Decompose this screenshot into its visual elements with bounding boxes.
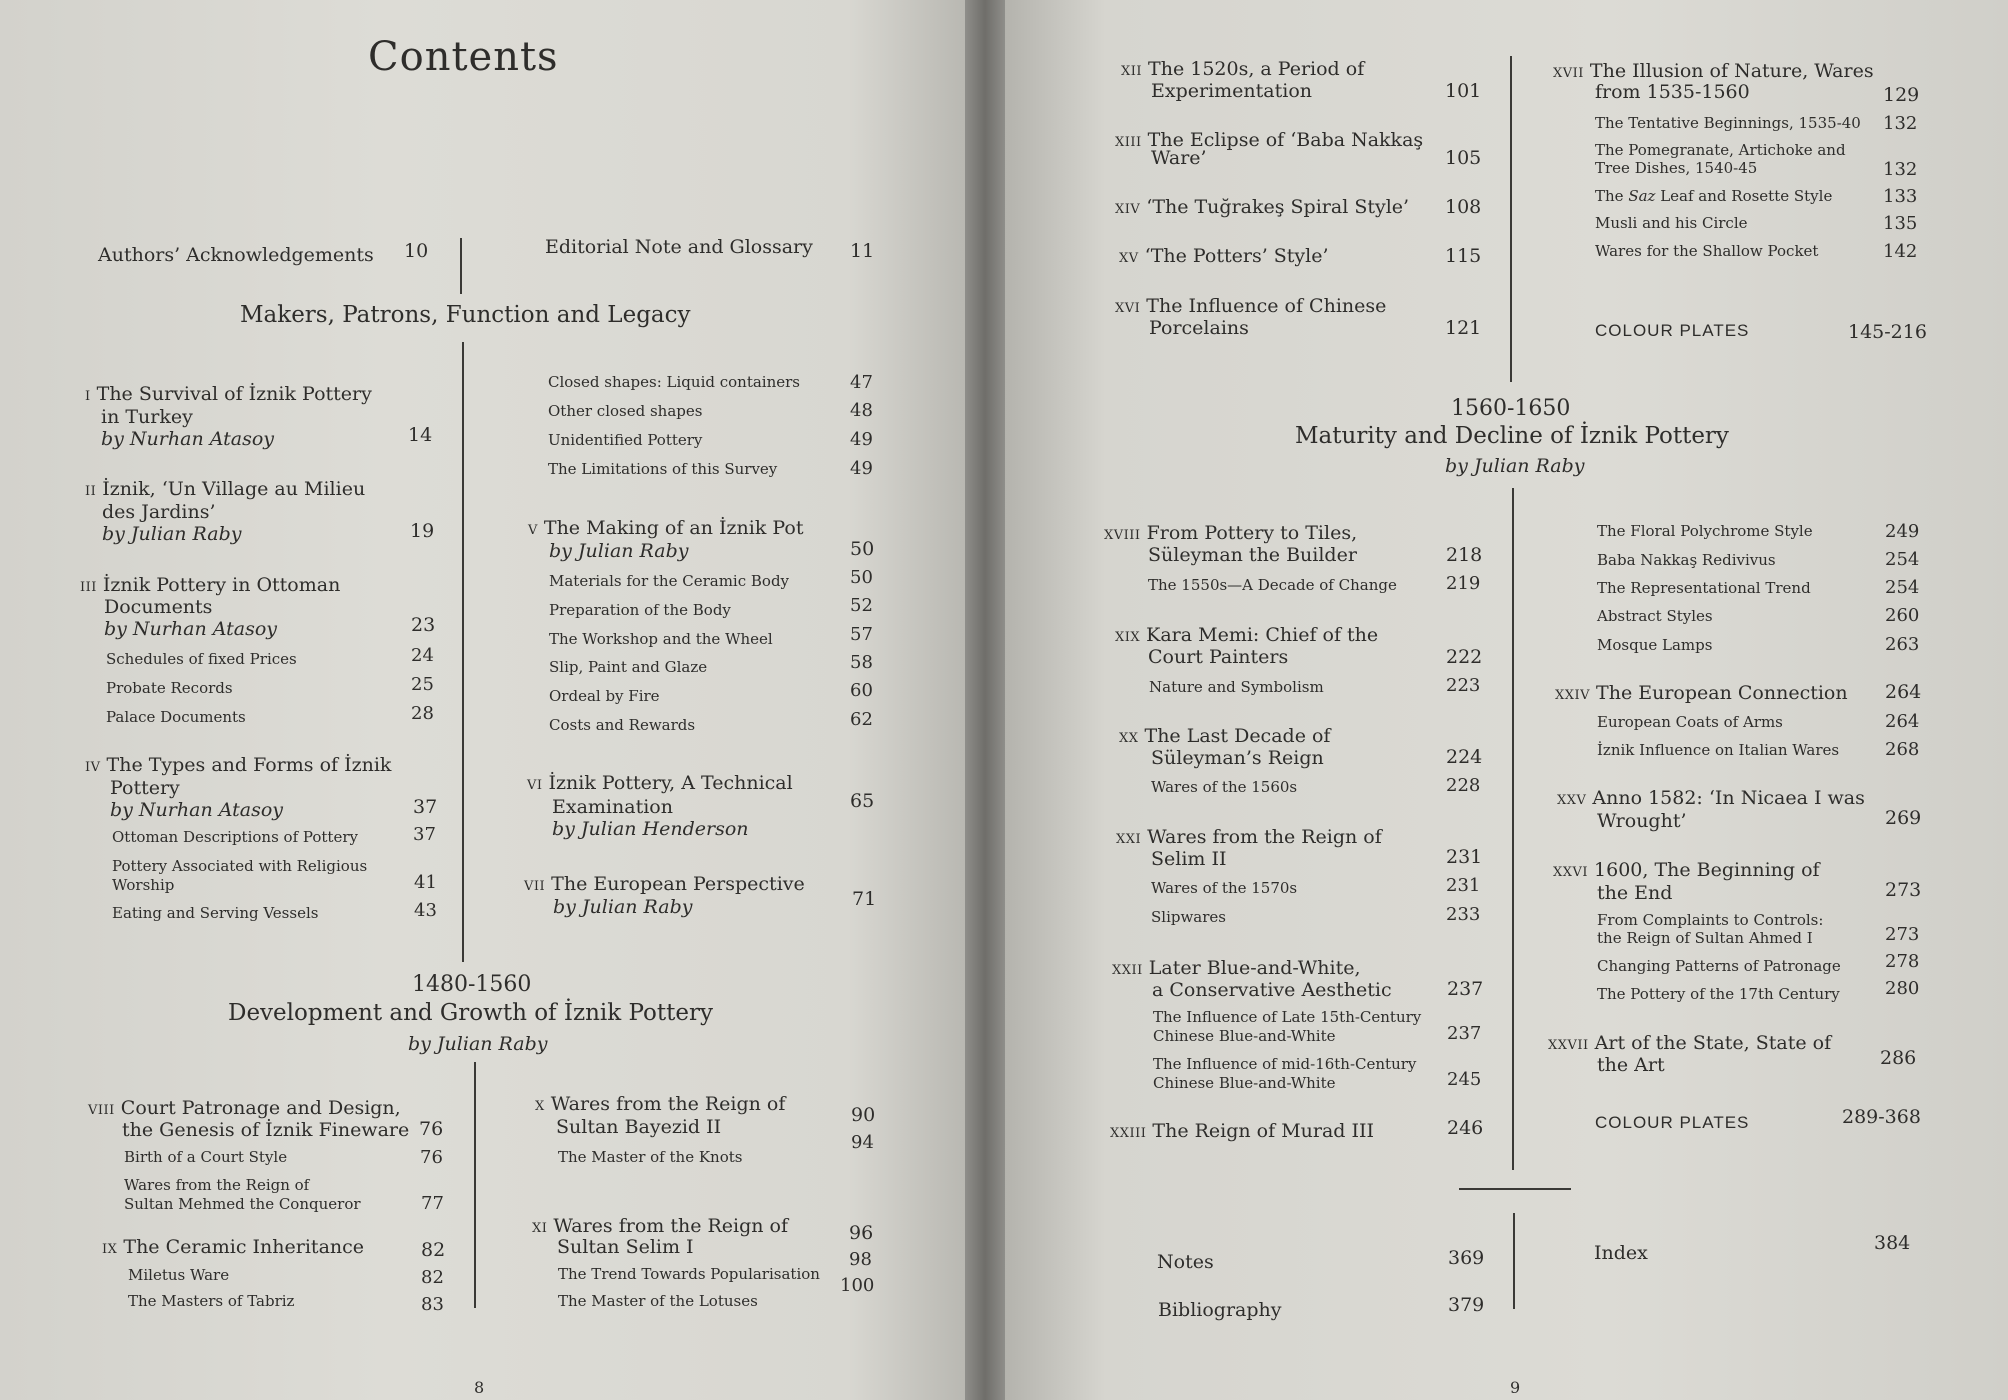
toc-subentry: Unidentified Pottery <box>548 431 703 449</box>
toc-chapter: XXVI 1600, The Beginning of <box>1553 859 1820 881</box>
page-number: 268 <box>1885 739 1920 760</box>
page-number: 90 <box>851 1104 876 1126</box>
page-folio: 8 <box>474 1378 485 1397</box>
page-number: 231 <box>1446 846 1483 868</box>
page-number: 115 <box>1445 245 1482 267</box>
page-number: 121 <box>1445 317 1482 339</box>
page-number: 224 <box>1446 746 1483 768</box>
page-number: 218 <box>1446 544 1483 566</box>
toc-subentry: European Coats of Arms <box>1597 713 1783 731</box>
page-number: 135 <box>1883 213 1918 234</box>
page-number: 142 <box>1883 241 1918 262</box>
page-number: 94 <box>851 1132 874 1153</box>
toc-subentry: Wares of the 1560s <box>1151 778 1298 796</box>
toc-subentry: The Pomegranate, Artichoke and <box>1595 141 1846 159</box>
toc-chapter-line2: Documents <box>104 596 213 618</box>
page-number: 28 <box>411 703 434 724</box>
toc-subentry: Wares of the 1570s <box>1151 879 1298 897</box>
toc-chapter-line2: Selim II <box>1151 848 1227 870</box>
page-number: 233 <box>1446 904 1481 925</box>
toc-chapter-line2: des Jardins’ <box>102 501 216 523</box>
page-number: 384 <box>1874 1232 1911 1254</box>
page-number: 83 <box>421 1294 444 1315</box>
right-page <box>1005 0 2008 1400</box>
toc-chapter: VI İznik Pottery, A Technical <box>527 772 793 794</box>
toc-subentry: Other closed shapes <box>548 402 703 420</box>
toc-chapter: XX The Last Decade of <box>1119 725 1331 747</box>
toc-chapter: IV The Types and Forms of İznik <box>85 754 392 776</box>
page-number: 269 <box>1885 807 1922 829</box>
toc-subentry: Ordeal by Fire <box>549 687 660 705</box>
toc-chapter: XXVII Art of the State, State of <box>1548 1032 1832 1054</box>
toc-chapter: V The Making of an İznik Pot <box>528 517 804 539</box>
page-number: 219 <box>1446 573 1481 594</box>
toc-author: by Julian Henderson <box>552 818 749 840</box>
toc-subentry: The Saz Leaf and Rosette Style <box>1595 187 1833 205</box>
toc-chapter-line2: a Conservative Aesthetic <box>1152 979 1392 1001</box>
page-number: 264 <box>1885 681 1922 703</box>
page-number: 10 <box>404 240 429 262</box>
toc-entry-notes: Notes <box>1157 1251 1214 1273</box>
toc-subentry: The Trend Towards Popularisation <box>558 1265 820 1283</box>
toc-subentry: Mosque Lamps <box>1597 636 1713 654</box>
toc-author: by Nurhan Atasoy <box>101 428 274 450</box>
page-number: 231 <box>1446 875 1481 896</box>
toc-chapter: XII The 1520s, a Period of <box>1121 58 1365 80</box>
page-number: 65 <box>850 790 875 812</box>
page-number: 379 <box>1448 1294 1485 1316</box>
toc-chapter-line2: Experimentation <box>1151 80 1312 102</box>
page-number: 19 <box>410 520 435 542</box>
page-number: 52 <box>850 595 873 616</box>
page-number: 98 <box>849 1249 872 1270</box>
page-number: 260 <box>1885 605 1920 626</box>
toc-subentry: Eating and Serving Vessels <box>112 904 319 922</box>
page-number: 77 <box>421 1193 444 1214</box>
toc-chapter-line2: the Art <box>1597 1054 1665 1076</box>
toc-subentry: The 1550s—A Decade of Change <box>1148 576 1397 594</box>
toc-chapter: III İznik Pottery in Ottoman <box>80 574 341 596</box>
page-number: 49 <box>850 458 873 479</box>
toc-subentry: The Master of the Lotuses <box>558 1292 758 1310</box>
page-number: 25 <box>411 674 434 695</box>
toc-entry-index: Index <box>1594 1242 1648 1264</box>
section-title: Maturity and Decline of İznik Pottery <box>1295 423 1729 449</box>
toc-subentry: The Masters of Tabriz <box>128 1292 295 1310</box>
page-number: 62 <box>850 709 873 730</box>
toc-author: by Nurhan Atasoy <box>110 799 283 821</box>
page-number: 132 <box>1883 113 1918 134</box>
toc-chapter: I The Survival of İznik Pottery <box>85 383 372 405</box>
toc-subentry: The Floral Polychrome Style <box>1597 522 1813 540</box>
toc-chapter-line2: Sultan Selim I <box>557 1236 694 1258</box>
toc-author: by Julian Raby <box>549 540 689 562</box>
toc-subentry-line2: Worship <box>112 876 175 894</box>
toc-chapter: XV ‘The Potters’ Style’ <box>1119 245 1329 267</box>
toc-chapter-line2: Porcelains <box>1149 317 1249 339</box>
toc-subentry: Preparation of the Body <box>549 601 731 619</box>
toc-subentry: The Workshop and the Wheel <box>549 630 773 648</box>
toc-chapter-line2: the Genesis of İznik Fineware <box>122 1119 410 1141</box>
toc-chapter: X Wares from the Reign of <box>535 1093 786 1115</box>
toc-subentry: Wares from the Reign of <box>124 1176 310 1194</box>
page-number: 222 <box>1446 646 1483 668</box>
page-folio: 9 <box>1510 1378 1521 1397</box>
toc-subentry-line2: Tree Dishes, 1540-45 <box>1595 159 1758 177</box>
colour-plates-entry: COLOUR PLATES <box>1595 321 1750 340</box>
page-number: 263 <box>1885 634 1920 655</box>
toc-chapter: XVIII From Pottery to Tiles, <box>1104 522 1358 544</box>
page-number: 14 <box>408 424 433 446</box>
book-gutter <box>965 0 1005 1400</box>
toc-subentry: Slipwares <box>1151 908 1226 926</box>
page-number: 60 <box>850 680 873 701</box>
toc-entry-acknowledgements: Authors’ Acknowledgements <box>98 244 374 266</box>
page-number: 369 <box>1448 1247 1485 1269</box>
page-number: 133 <box>1883 186 1918 207</box>
toc-author: by Julian Raby <box>553 896 693 918</box>
toc-chapter: VII The European Perspective <box>524 873 805 895</box>
page-number: 228 <box>1446 775 1481 796</box>
page-number: 82 <box>421 1239 446 1261</box>
toc-chapter: XXII Later Blue-and-White, <box>1112 957 1361 979</box>
colour-plates-entry: COLOUR PLATES <box>1595 1113 1750 1132</box>
left-page <box>0 0 965 1400</box>
page-number: 286 <box>1880 1047 1917 1069</box>
page-number: 129 <box>1883 84 1920 106</box>
separator-rule <box>1459 1188 1571 1190</box>
page-number: 11 <box>850 240 875 262</box>
page-number: 76 <box>419 1118 444 1140</box>
toc-subentry: Slip, Paint and Glaze <box>549 658 708 676</box>
page-number: 273 <box>1885 924 1920 945</box>
toc-entry-editorial-note: Editorial Note and Glossary <box>545 236 813 258</box>
toc-chapter: XIII The Eclipse of ‘Baba Nakkaş <box>1115 129 1424 151</box>
toc-subentry-line2: the Reign of Sultan Ahmed I <box>1597 929 1813 947</box>
toc-chapter-line2: Court Painters <box>1148 646 1289 668</box>
toc-subentry: Musli and his Circle <box>1595 214 1748 232</box>
page-number: 264 <box>1885 711 1920 732</box>
page-number: 246 <box>1447 1117 1484 1139</box>
section-date: 1560-1650 <box>1451 396 1571 421</box>
toc-subentry-line2: Chinese Blue-and-White <box>1153 1027 1336 1045</box>
toc-subentry: The Influence of mid-16th-Century <box>1153 1055 1417 1073</box>
toc-subentry: Closed shapes: Liquid containers <box>548 373 801 391</box>
section-author: by Julian Raby <box>408 1033 548 1055</box>
toc-subentry: The Master of the Knots <box>558 1148 743 1166</box>
toc-subentry: From Complaints to Controls: <box>1597 911 1824 929</box>
contents-title: Contents <box>368 34 559 80</box>
page-number: 223 <box>1446 675 1481 696</box>
column-divider <box>1513 1213 1515 1309</box>
section-title: Makers, Patrons, Function and Legacy <box>240 302 691 328</box>
page-number: 71 <box>852 888 877 910</box>
toc-subentry: Pottery Associated with Religious <box>112 857 368 875</box>
page-number: 237 <box>1447 1023 1482 1044</box>
page-number: 50 <box>850 538 875 560</box>
page-number: 273 <box>1885 879 1922 901</box>
page-number: 249 <box>1885 521 1920 542</box>
toc-chapter: XIV ‘The Tuğrakeş Spiral Style’ <box>1115 196 1410 218</box>
page-number: 100 <box>840 1275 875 1296</box>
toc-chapter-line2: Examination <box>552 796 673 818</box>
toc-chapter: II İznik, ‘Un Village au Milieu <box>85 478 366 500</box>
toc-subentry: The Limitations of this Survey <box>548 460 778 478</box>
toc-subentry-line2: Chinese Blue-and-White <box>1153 1074 1336 1092</box>
toc-subentry: Abstract Styles <box>1597 607 1713 625</box>
section-title: Development and Growth of İznik Pottery <box>228 1000 713 1026</box>
toc-chapter-line2: Süleyman’s Reign <box>1151 747 1324 769</box>
toc-chapter: XVII The Illusion of Nature, Wares <box>1553 60 1874 82</box>
page-number: 96 <box>849 1222 874 1244</box>
toc-subentry: The Influence of Late 15th-Century <box>1153 1008 1422 1026</box>
toc-subentry: Materials for the Ceramic Body <box>549 572 790 590</box>
page-number: 237 <box>1447 978 1484 1000</box>
column-divider <box>1510 56 1512 382</box>
toc-subentry: Miletus Ware <box>128 1266 230 1284</box>
toc-chapter: XVI The Influence of Chinese <box>1115 295 1387 317</box>
page-number: 289-368 <box>1842 1106 1921 1128</box>
page-number: 278 <box>1885 951 1920 972</box>
page-number: 108 <box>1445 196 1482 218</box>
page-number: 41 <box>414 872 437 893</box>
toc-subentry: The Pottery of the 17th Century <box>1597 985 1840 1003</box>
toc-chapter-line2: in Turkey <box>101 406 193 428</box>
page-number: 132 <box>1883 159 1918 180</box>
page-number: 47 <box>850 372 873 393</box>
toc-author: by Nurhan Atasoy <box>104 618 277 640</box>
page-number: 145-216 <box>1848 321 1927 343</box>
page-number: 37 <box>413 796 438 818</box>
toc-subentry: Nature and Symbolism <box>1149 678 1324 696</box>
page-number: 57 <box>850 624 873 645</box>
toc-subentry: Palace Documents <box>106 708 246 726</box>
page-number: 280 <box>1885 978 1920 999</box>
toc-chapter: XXV Anno 1582: ‘In Nicaea I was <box>1557 787 1865 809</box>
page-number: 48 <box>850 400 873 421</box>
toc-chapter-line2: Süleyman the Builder <box>1148 544 1357 566</box>
toc-subentry: Costs and Rewards <box>549 716 696 734</box>
page-number: 24 <box>411 645 434 666</box>
page-number: 43 <box>414 900 437 921</box>
page-number: 58 <box>850 652 873 673</box>
toc-chapter: XXIII The Reign of Murad III <box>1110 1120 1375 1142</box>
column-divider <box>460 238 462 294</box>
toc-subentry: Changing Patterns of Patronage <box>1597 957 1841 975</box>
page-number: 82 <box>421 1267 444 1288</box>
toc-chapter-line2: Pottery <box>110 777 180 799</box>
toc-author: by Julian Raby <box>102 523 242 545</box>
toc-subentry: İznik Influence on Italian Wares <box>1597 741 1840 759</box>
column-divider <box>1512 488 1514 1170</box>
toc-chapter: XI Wares from the Reign of <box>532 1215 789 1237</box>
toc-subentry: Birth of a Court Style <box>124 1148 288 1166</box>
toc-subentry: The Representational Trend <box>1597 579 1811 597</box>
toc-chapter-line2: Wrought’ <box>1597 810 1687 832</box>
page-number: 254 <box>1885 549 1920 570</box>
page-number: 76 <box>420 1147 443 1168</box>
toc-subentry: Ottoman Descriptions of Pottery <box>112 828 358 846</box>
toc-chapter-line2: Sultan Bayezid II <box>556 1116 722 1138</box>
section-author: by Julian Raby <box>1445 455 1585 477</box>
toc-chapter: XXI Wares from the Reign of <box>1116 826 1382 848</box>
toc-entry-bibliography: Bibliography <box>1158 1299 1282 1321</box>
page-number: 245 <box>1447 1069 1482 1090</box>
toc-chapter: XXIV The European Connection <box>1555 682 1848 704</box>
toc-chapter-line2: the End <box>1597 882 1673 904</box>
toc-chapter: XIX Kara Memi: Chief of the <box>1115 624 1379 646</box>
toc-chapter: VIII Court Patronage and Design, <box>88 1097 401 1119</box>
page-number: 49 <box>850 429 873 450</box>
toc-chapter-line2: Ware’ <box>1151 147 1207 169</box>
column-divider <box>462 342 464 962</box>
page-number: 37 <box>413 824 436 845</box>
toc-subentry: Schedules of fixed Prices <box>106 650 297 668</box>
toc-subentry: Probate Records <box>106 679 233 697</box>
page-number: 254 <box>1885 577 1920 598</box>
toc-subentry: Baba Nakkaş Redivivus <box>1597 551 1776 569</box>
toc-chapter-line2: from 1535-1560 <box>1595 81 1750 103</box>
page-number: 101 <box>1445 80 1482 102</box>
toc-subentry: Wares for the Shallow Pocket <box>1595 242 1819 260</box>
toc-chapter: IX The Ceramic Inheritance <box>102 1236 365 1258</box>
toc-subentry-line2: Sultan Mehmed the Conqueror <box>124 1195 361 1213</box>
page-number: 50 <box>850 567 873 588</box>
page-number: 23 <box>411 614 436 636</box>
section-date: 1480-1560 <box>412 972 532 997</box>
column-divider <box>474 1062 476 1308</box>
page-number: 105 <box>1445 147 1482 169</box>
toc-subentry: The Tentative Beginnings, 1535-40 <box>1595 114 1861 132</box>
